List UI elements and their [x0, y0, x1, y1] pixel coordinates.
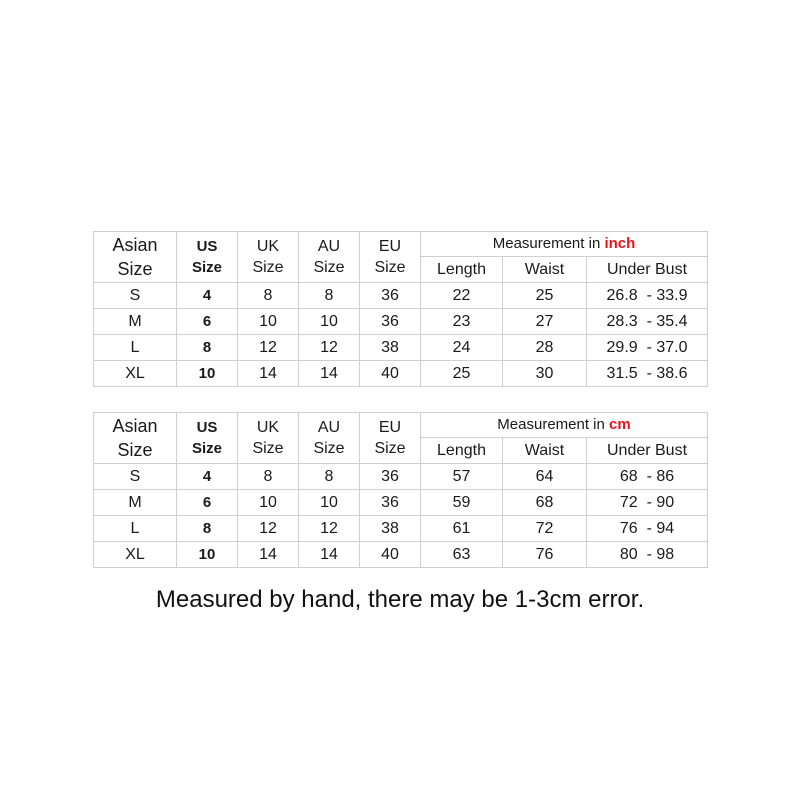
cell-au: 12 [299, 516, 360, 542]
header-under-bust: Under Bust [587, 257, 708, 283]
cell-uk: 12 [238, 516, 299, 542]
header-us-size: US Size [177, 232, 238, 283]
cell-waist: 76 [503, 542, 587, 568]
cell-uk: 14 [238, 542, 299, 568]
cell-under-bust: 31.5 - 38.6 [587, 361, 708, 387]
measurement-note: Measured by hand, there may be 1-3cm error. [155, 586, 645, 613]
cell-us: 8 [177, 516, 238, 542]
cell-us: 6 [177, 309, 238, 335]
size-table-cm [93, 412, 708, 568]
cell-asian: XL [94, 361, 177, 387]
header-measurement: Measurement in inch [421, 232, 708, 257]
header-under-bust: Under Bust [587, 438, 708, 464]
header-eu-size: EU Size [360, 232, 421, 283]
header-waist: Waist [503, 438, 587, 464]
table-row [94, 361, 708, 387]
header-row [94, 413, 708, 438]
cell-eu: 36 [360, 309, 421, 335]
header-us-size: US Size [177, 413, 238, 464]
cell-waist: 25 [503, 283, 587, 309]
cell-au: 10 [299, 490, 360, 516]
cell-uk: 10 [238, 309, 299, 335]
cell-asian: M [94, 490, 177, 516]
header-asian-size: Asian Size [94, 413, 177, 464]
cell-asian: L [94, 516, 177, 542]
cell-asian: L [94, 335, 177, 361]
cell-eu: 38 [360, 516, 421, 542]
cell-asian: S [94, 283, 177, 309]
header-row [94, 232, 708, 257]
cell-length: 22 [421, 283, 503, 309]
table-row [94, 542, 708, 568]
header-waist: Waist [503, 257, 587, 283]
cell-eu: 36 [360, 283, 421, 309]
table-row [94, 490, 708, 516]
cell-asian: S [94, 464, 177, 490]
measurement-unit: cm [609, 416, 631, 433]
cell-length: 25 [421, 361, 503, 387]
cell-au: 12 [299, 335, 360, 361]
header-uk-size: UK Size [238, 413, 299, 464]
cell-us: 10 [177, 361, 238, 387]
table-row [94, 283, 708, 309]
cell-waist: 30 [503, 361, 587, 387]
cell-length: 63 [421, 542, 503, 568]
cell-us: 10 [177, 542, 238, 568]
cell-eu: 36 [360, 490, 421, 516]
cell-asian: XL [94, 542, 177, 568]
measurement-unit: inch [604, 235, 636, 252]
cell-us: 4 [177, 283, 238, 309]
table-row [94, 516, 708, 542]
header-au-size: AU Size [299, 232, 360, 283]
cell-length: 57 [421, 464, 503, 490]
header-measurement: Measurement in cm [421, 413, 708, 438]
cell-eu: 36 [360, 464, 421, 490]
cell-eu: 40 [360, 542, 421, 568]
cell-length: 24 [421, 335, 503, 361]
cell-under-bust: 28.3 - 35.4 [587, 309, 708, 335]
cell-au: 8 [299, 283, 360, 309]
cell-under-bust: 29.9 - 37.0 [587, 335, 708, 361]
cell-waist: 72 [503, 516, 587, 542]
cell-waist: 68 [503, 490, 587, 516]
cell-uk: 8 [238, 464, 299, 490]
size-table-inch [93, 231, 708, 387]
cell-asian: M [94, 309, 177, 335]
table-row [94, 309, 708, 335]
cell-au: 14 [299, 361, 360, 387]
header-uk-size: UK Size [238, 232, 299, 283]
cell-au: 14 [299, 542, 360, 568]
cell-uk: 8 [238, 283, 299, 309]
cell-us: 4 [177, 464, 238, 490]
table-row [94, 464, 708, 490]
cell-waist: 64 [503, 464, 587, 490]
cell-under-bust: 80 - 98 [587, 542, 708, 568]
table-row [94, 335, 708, 361]
cell-under-bust: 76 - 94 [587, 516, 708, 542]
cell-under-bust: 72 - 90 [587, 490, 708, 516]
header-length: Length [421, 257, 503, 283]
cell-au: 8 [299, 464, 360, 490]
cell-waist: 27 [503, 309, 587, 335]
header-length: Length [421, 438, 503, 464]
cell-us: 8 [177, 335, 238, 361]
cell-length: 61 [421, 516, 503, 542]
header-eu-size: EU Size [360, 413, 421, 464]
cell-us: 6 [177, 490, 238, 516]
cell-uk: 12 [238, 335, 299, 361]
cell-uk: 14 [238, 361, 299, 387]
cell-under-bust: 68 - 86 [587, 464, 708, 490]
header-au-size: AU Size [299, 413, 360, 464]
cell-eu: 38 [360, 335, 421, 361]
cell-uk: 10 [238, 490, 299, 516]
cell-length: 23 [421, 309, 503, 335]
header-asian-size: Asian Size [94, 232, 177, 283]
cell-au: 10 [299, 309, 360, 335]
cell-eu: 40 [360, 361, 421, 387]
cell-length: 59 [421, 490, 503, 516]
cell-waist: 28 [503, 335, 587, 361]
cell-under-bust: 26.8 - 33.9 [587, 283, 708, 309]
